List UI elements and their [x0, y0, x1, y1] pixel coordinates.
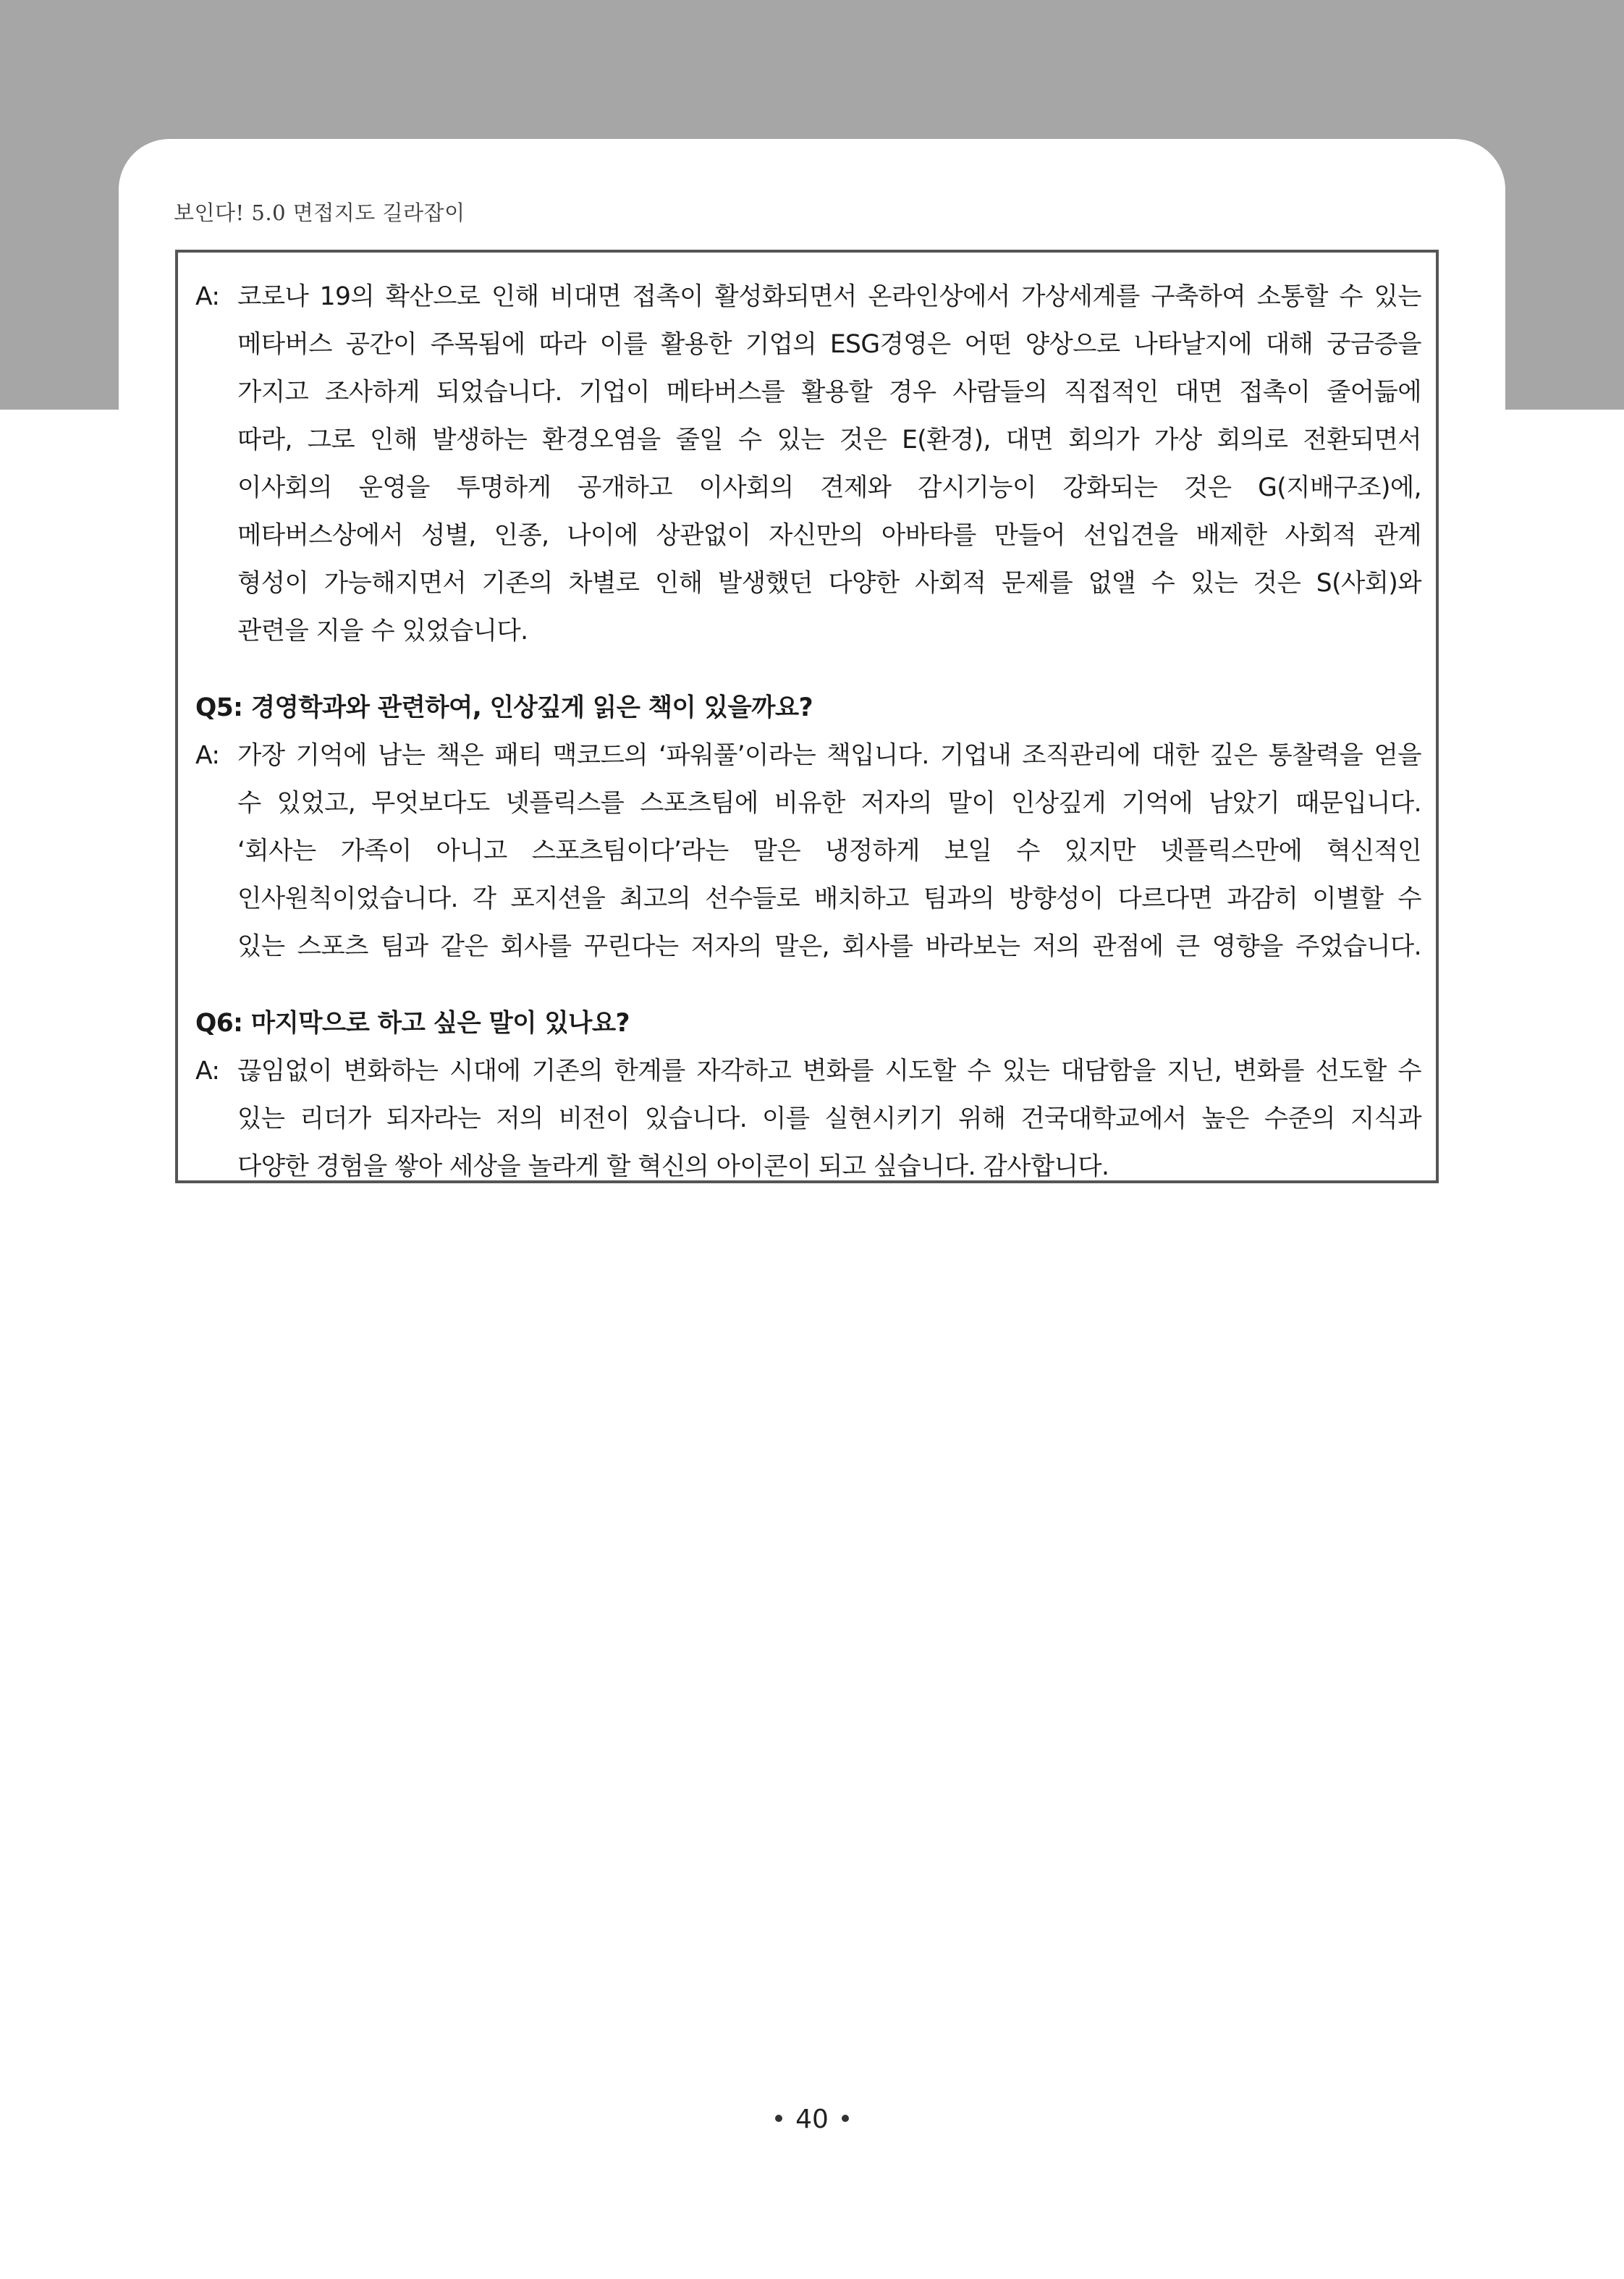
interview-content-box: [175, 250, 1439, 1183]
answer-line: 이사회의 운영을 투명하게 공개하고 이사회의 견제와 감시기능이 강화되는 것은 G(지배구조)에,: [237, 473, 1421, 502]
answer-line: 형성이 가능해지면서 기존의 차별로 인해 발생했던 다양한 사회적 문제를 없앨 수 있는 것은 S(사회)와: [237, 569, 1421, 598]
answer-line: 끊임없이 변화하는 시대에 기존의 한계를 자각하고 변화를 시도할 수 있는 대담함을 지닌, 변화를 선도할 수: [237, 1057, 1421, 1086]
header-rule-left: [0, 397, 119, 410]
answer-paragraph: [195, 1047, 1421, 1191]
answer-line: 인사원칙이었습니다. 각 포지션을 최고의 선수들로 배치하고 팀과의 방향성이 다르다면 과감히 이별할 수: [237, 884, 1421, 913]
answer-prefix: A:: [195, 741, 220, 770]
answer-line: 메타버스상에서 성별, 인종, 나이에 상관없이 자신만의 아바타를 만들어 선입견을 배제한 사회적 관계: [237, 521, 1421, 550]
answer-paragraph: [195, 273, 1421, 655]
bullet-dot: [842, 2115, 849, 2122]
answer-prefix: A:: [195, 1057, 220, 1086]
answer-prefix: A:: [195, 282, 220, 311]
running-header: 보인다! 5.0 면접지도 길라잡이: [174, 200, 465, 225]
answer-line: 다양한 경험을 쌓아 세상을 놀라게 할 혁신의 아이콘이 되고 싶습니다. 감사합니다.: [237, 1152, 1109, 1181]
answer-line: 있는 리더가 되자라는 저의 비전이 있습니다. 이를 실현시키기 위해 건국대학교에서 높은 수준의 지식과: [237, 1104, 1421, 1133]
page-number-text: 40: [795, 2105, 829, 2134]
answer-line: 메타버스 공간이 주목됨에 따라 이를 활용한 기업의 ESG경영은 어떤 양상으로 나타날지에 대해 궁금증을: [237, 330, 1421, 359]
answer-line: 가장 기억에 남는 책은 패티 맥코드의 ‘파워풀’이라는 책입니다. 기업내 조직관리에 대한 깊은 통찰력을 얻을: [237, 741, 1421, 770]
answer-paragraph: [195, 732, 1421, 971]
answer-line: 따라, 그로 인해 발생하는 환경오염을 줄일 수 있는 것은 E(환경), 대면 회의가 가상 회의로 전환되면서: [237, 426, 1421, 454]
qa-q5: [195, 684, 1421, 971]
answer-line: 코로나 19의 확산으로 인해 비대면 접촉이 활성화되면서 온라인상에서 가상세계를 구축하여 소통할 수 있는: [237, 282, 1421, 311]
answer-line: 가지고 조사하게 되었습니다. 기업이 메타버스를 활용할 경우 사람들의 직접적인 대면 접촉이 줄어듦에: [237, 378, 1421, 407]
answer-esg: [195, 273, 1421, 655]
question-q5: Q5: 경영학과와 관련하여, 인상깊게 읽은 책이 있을까요?: [195, 693, 813, 722]
question-q6: Q6: 마지막으로 하고 싶은 말이 있나요?: [195, 1009, 630, 1038]
header-rule-right: [1505, 397, 1624, 410]
bullet-dot: [775, 2115, 782, 2122]
answer-line: 관련을 지을 수 있었습니다.: [237, 617, 528, 646]
answer-line: ‘회사는 가족이 아니고 스포츠팀이다’라는 말은 냉정하게 보일 수 있지만 넷플릭스만에 혁신적인: [237, 837, 1421, 866]
answer-line: 수 있었고, 무엇보다도 넷플릭스를 스포츠팀에 비유한 저자의 말이 인상깊게 기억에 남았기 때문입니다.: [237, 789, 1421, 818]
answer-line: 있는 스포츠 팀과 같은 회사를 꾸린다는 저자의 말은, 회사를 바라보는 저의 관점에 큰 영향을 주었습니다.: [237, 932, 1421, 961]
qa-q6: [195, 999, 1421, 1191]
page-number: [0, 2105, 1624, 2134]
